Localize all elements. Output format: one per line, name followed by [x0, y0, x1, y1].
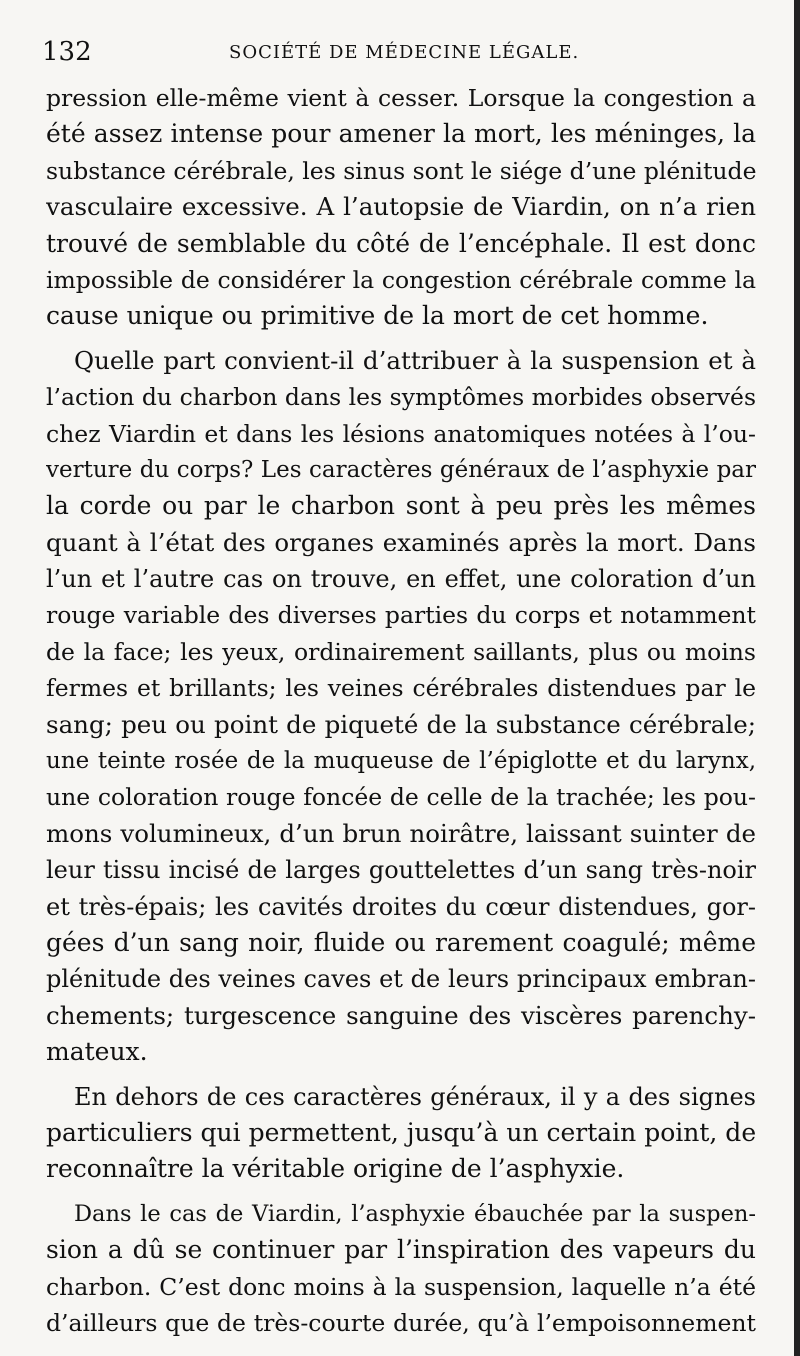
text-line: sion a dû se continuer par l’inspiration des vapeurs du [46, 1235, 756, 1265]
paragraph-3 [46, 1079, 756, 1188]
text-line: chez Viardin et dans les lésions anatomiques notées à l’ou- [46, 419, 756, 448]
text-line: et très-épais; les cavités droites du cœur distendues, gor- [46, 892, 756, 921]
text-line: été assez intense pour amener la mort, les méninges, la [46, 119, 756, 149]
text-line: leur tissu incisé de larges gouttelettes d’un sang très-noir [46, 856, 756, 885]
text-line: fermes et brillants; les veines cérébrales distendues par le [46, 674, 756, 703]
paragraph-2 [46, 343, 756, 1071]
text-line: quant à l’état des organes examinés après la mort. Dans [46, 527, 756, 557]
body-text [46, 80, 756, 1341]
text-line: rouge variable des diverses parties du corps et notamment [46, 601, 756, 630]
text-line: reconnaître la véritable origine de l’asphyxie. [46, 1154, 625, 1184]
text-line: d’ailleurs que de très-courte durée, qu’à l’empoisonnement [46, 1308, 756, 1337]
text-line: impossible de considérer la congestion cérébrale comme la [46, 265, 756, 294]
text-line: mons volumineux, d’un brun noirâtre, laissant suinter de [46, 818, 756, 848]
text-line: l’action du charbon dans les symptômes morbides observés [46, 383, 756, 412]
text-line: En dehors de ces caractères généraux, il y a des signes [74, 1082, 756, 1111]
text-line: substance cérébrale, les sinus sont le siége d’une plénitude [46, 156, 756, 185]
text-line: vasculaire excessive. A l’autopsie de Viardin, on n’a rien [46, 192, 756, 222]
text-line: cause unique ou primitive de la mort de cet homme. [46, 301, 709, 331]
text-line: une teinte rosée de la muqueuse de l’épiglotte et du larynx, [46, 748, 756, 775]
text-line: chements; turgescence sanguine des viscères parenchy- [46, 1000, 756, 1030]
text-line: la corde ou par le charbon sont à peu près les mêmes [46, 491, 756, 521]
text-line: de la face; les yeux, ordinairement saillants, plus ou moins [46, 637, 756, 666]
text-line: l’un et l’autre cas on trouve, en effet, une coloration d’un [46, 565, 756, 594]
page-edge-shadow [794, 0, 800, 1356]
text-line: une coloration rouge foncée de celle de la trachée; les pou- [46, 783, 756, 812]
text-line: verture du corps? Les caractères généraux de l’asphyxie par [46, 456, 756, 483]
text-line: particuliers qui permettent, jusqu’à un certain point, de [46, 1117, 756, 1147]
text-line: Quelle part convient-il d’attribuer à la suspension et à [74, 345, 756, 375]
text-line: pression elle-même vient à cesser. Lorsque la congestion a [46, 84, 756, 112]
text-line: trouvé de semblable du côté de l’encéphale. Il est donc [46, 228, 756, 258]
running-header [42, 36, 757, 68]
paragraph-1 [46, 80, 756, 335]
page-number: 132 [42, 37, 92, 67]
text-line: mateux. [46, 1037, 148, 1067]
running-title: SOCIÉTÉ DE MÉDECINE LÉGALE. [229, 42, 580, 63]
text-line: gées d’un sang noir, fluide ou rarement coagulé; même [46, 927, 756, 957]
text-line: plénitude des veines caves et de leurs principaux embran- [46, 965, 756, 994]
paragraph-4 [46, 1196, 756, 1342]
text-line: sang; peu ou point de piqueté de la substance cérébrale; [46, 709, 756, 739]
text-line: charbon. C’est donc moins à la suspension, laquelle n’a été [46, 1272, 756, 1301]
text-line: Dans le cas de Viardin, l’asphyxie ébauchée par la suspen- [74, 1200, 756, 1227]
